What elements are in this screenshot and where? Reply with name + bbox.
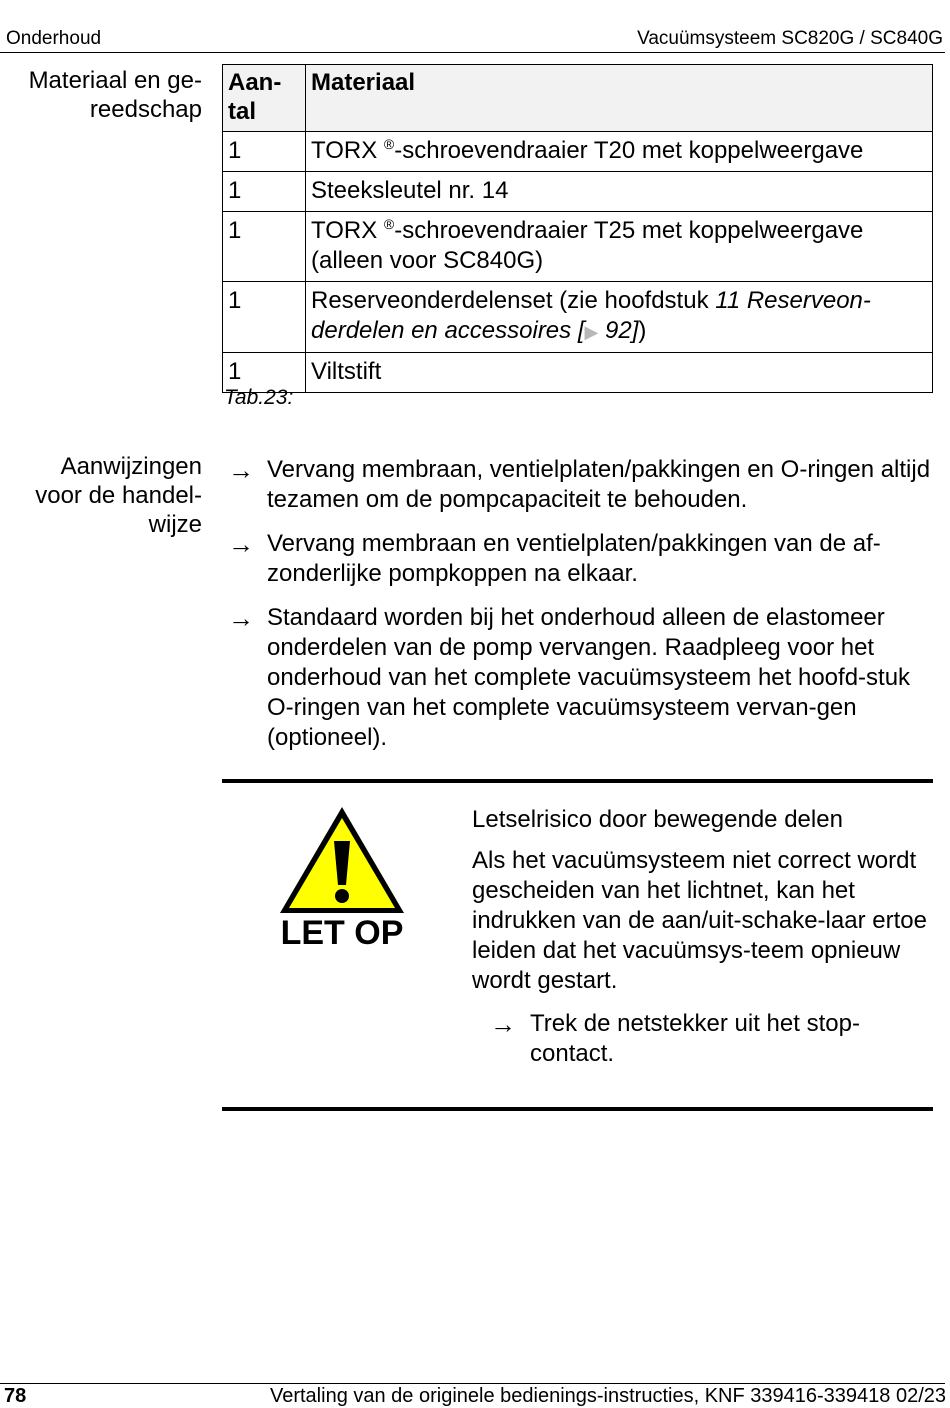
table-row (223, 132, 933, 172)
header-divider (0, 52, 945, 53)
row-qty: 1 (223, 212, 306, 282)
materials-table (222, 64, 933, 393)
warning-top-rule (222, 779, 933, 783)
table-row (223, 212, 933, 282)
warning-body: Als het vacuümsysteem niet correct wordt gescheiden van het lichtnet, kan het indrukken van de aan/uit-schake-laar ertoe leiden dat het vacuümsys-teem opnieuw wordt gestart. (472, 847, 927, 994)
row-qty: 1 (223, 282, 306, 353)
page-number: 78 (4, 1385, 27, 1407)
table-row (223, 353, 933, 393)
instruction-item: → Vervang membraan en ventielplaten/pakkingen van de af-zonderlijke pompkoppen na elkaar. (228, 529, 881, 587)
arrow-right-icon: → (228, 603, 254, 633)
column-header-qty: Aan- tal (223, 65, 306, 132)
running-header-product: Vacuümsysteem SC820G / SC840G (637, 28, 943, 49)
row-material: Steeksleutel nr. 14 (306, 172, 933, 212)
footer-text: Vertaling van de originele bedienings-instructies, KNF 339416-339418 02/23 (269, 1385, 946, 1407)
materials-side-label: Materiaal en ge- reedschap (28, 67, 202, 123)
arrow-right-icon: → (228, 455, 254, 485)
instructions-side-label: Aanwijzingen voor de handel- wijze (35, 453, 202, 538)
instruction-item: → Vervang membraan, ventielplaten/pakkingen en O-ringen altijd tezamen om de pompcapaciteit te behouden. (228, 455, 931, 513)
footer-divider (0, 1383, 945, 1384)
row-qty: 1 (223, 172, 306, 212)
row-material: TORX ®-schroevendraaier T25 met koppelweergave (alleen voor SC840G) (306, 212, 933, 282)
page-reference-arrow-icon: ▶ (584, 322, 599, 342)
row-qty: 1 (223, 353, 306, 393)
running-header-section: Onderhoud (6, 28, 102, 49)
arrow-right-icon: → (228, 529, 254, 559)
row-material: TORX ®-schroevendraaier T20 met koppelweergave (306, 132, 933, 172)
table-row (223, 282, 933, 353)
row-material: Viltstift (306, 353, 933, 393)
warning-bottom-rule (222, 1107, 933, 1111)
table-caption: Tab.23: (224, 386, 294, 409)
row-material: Reserveonderdelenset (zie hoofdstuk 11 Reserveon-derdelen en accessoires [▶ 92]) (306, 282, 933, 353)
arrow-right-icon: → (490, 1009, 516, 1039)
warning-step: → Trek de netstekker uit het stop-contact. (490, 1009, 860, 1067)
chapter-reference-link[interactable]: 11 Reserveon-derdelen en accessoires [▶ 92] (311, 287, 871, 344)
warning-title: Letselrisico door bewegende delen (472, 806, 843, 833)
table-header-row (223, 65, 933, 132)
table-row (223, 172, 933, 212)
signal-word: LET OP (280, 914, 404, 952)
instruction-item: → Standaard worden bij het onderhoud alleen de elastomeer onderdelen van de pomp vervangen. Raadpleeg voor het onderhoud van het complete vacuümsysteem het hoofd-stuk O-ringen van het complete vacuümsysteem vervan-gen (optioneel). (228, 603, 911, 751)
warning-triangle-icon (276, 803, 408, 917)
row-qty: 1 (223, 132, 306, 172)
column-header-material: Materiaal (306, 65, 933, 132)
